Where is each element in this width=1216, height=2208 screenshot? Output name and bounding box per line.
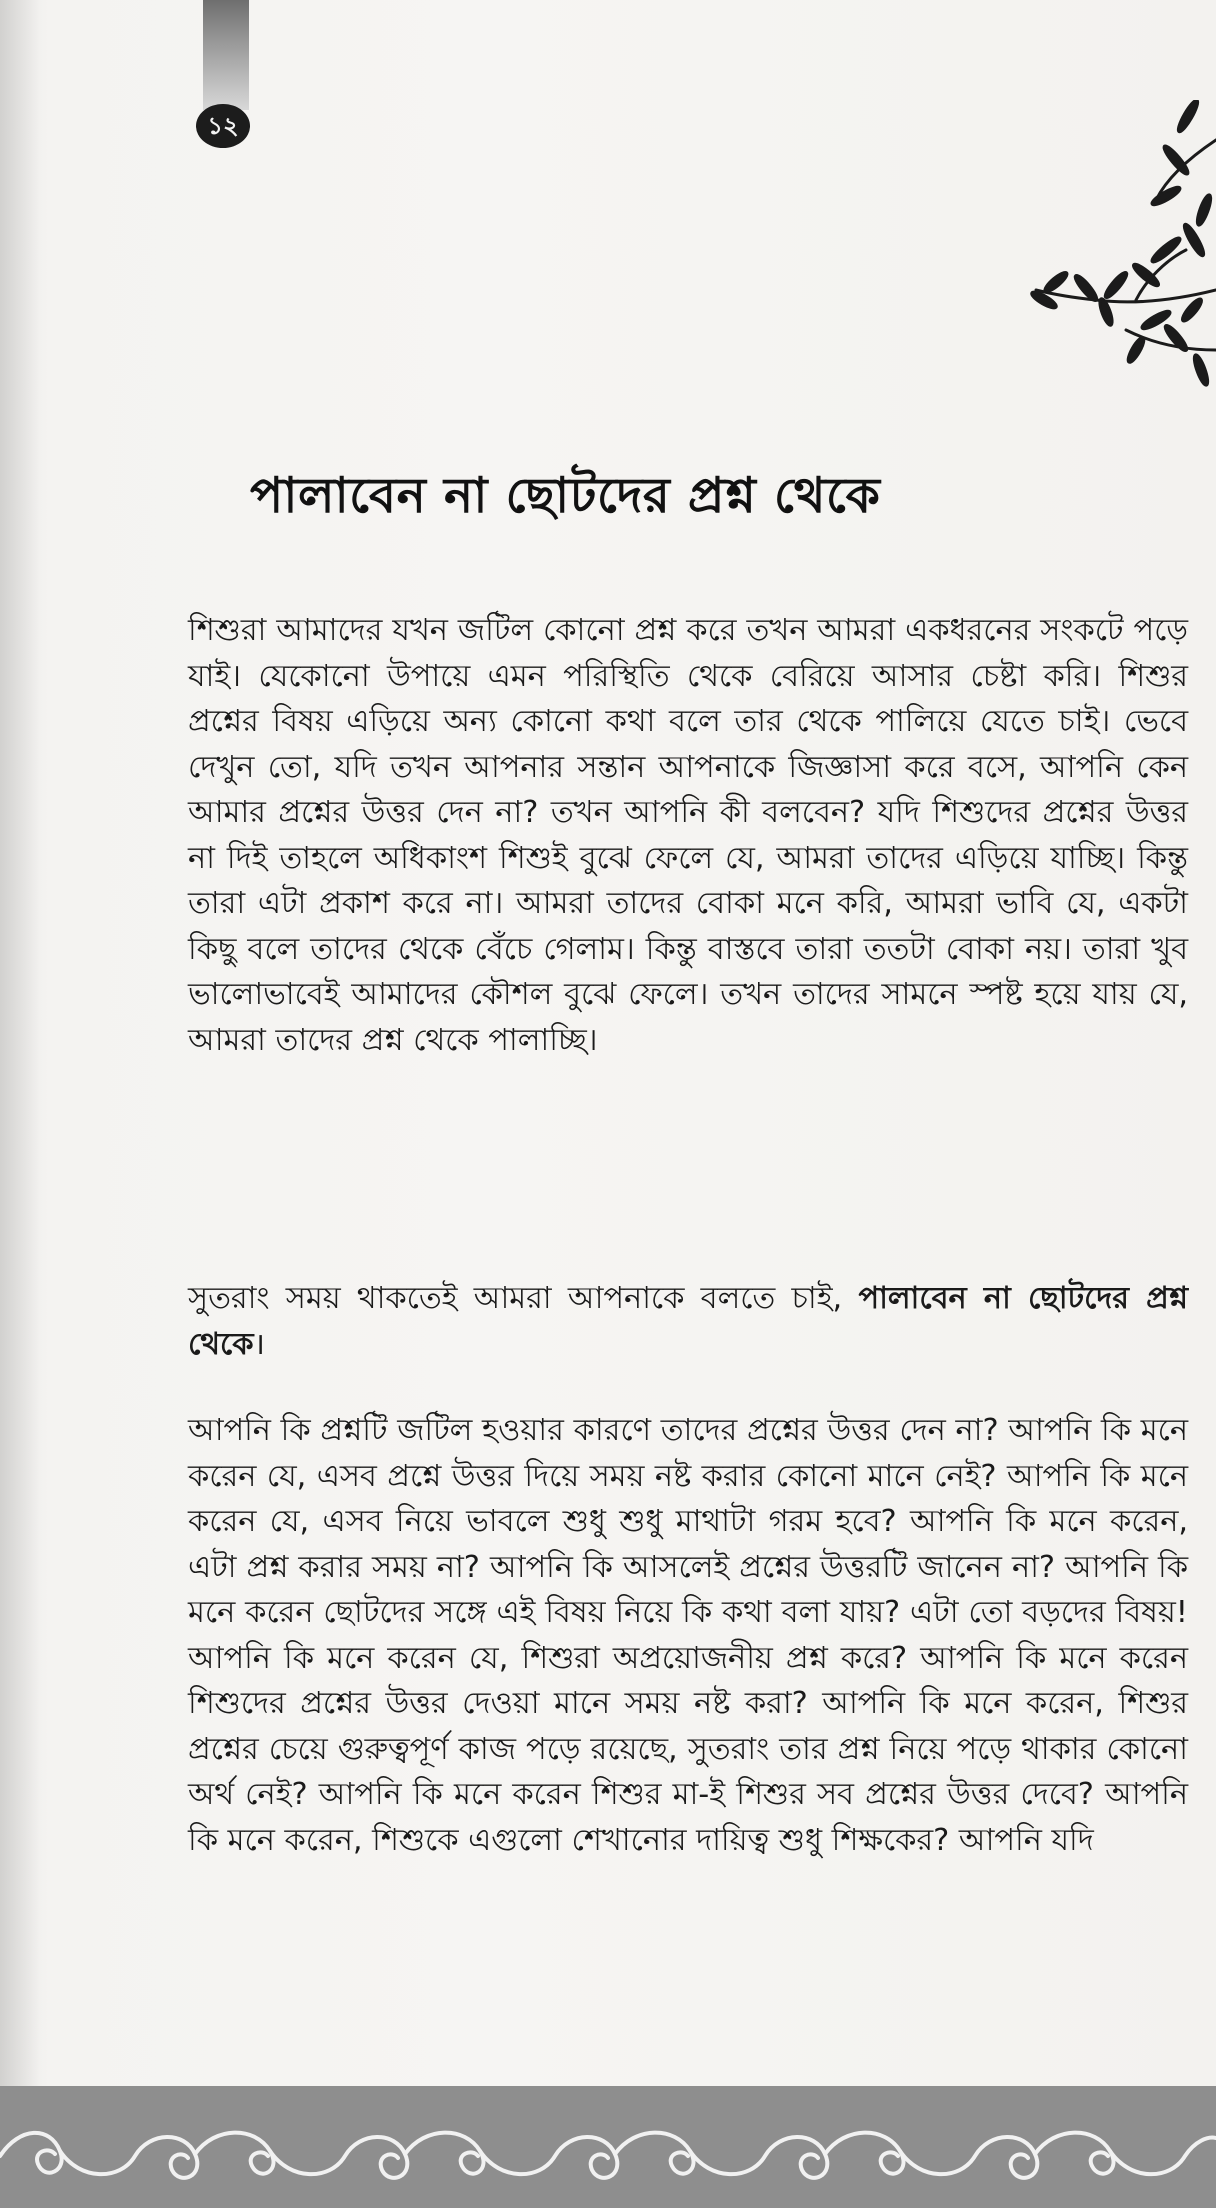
body-paragraph-2 [188, 1276, 1188, 1367]
body-paragraph-3: আপনি কি প্রশ্নটি জটিল হওয়ার কারণে তাদের প্রশ্নের উত্তর দেন না? আপনি কি মনে করেন যে, এসব প্রশ্নে উত্তর দিয়ে সময় নষ্ট করার কোনো মানে নেই? আপনি কি মনে করেন যে, এসব নিয়ে ভাবলে শুধু শুধু মাথাটা গরম হবে? আপনি কি মনে করেন, এটা প্রশ্ন করার সময় না? আপনি কি আসলেই প্রশ্নের উত্তরটি জানেন না? আপনি কি মনে করেন ছোটদের সঙ্গে এই বিষয় নিয়ে কি কথা বলা যায়? এটা তো বড়দের বিষয়! আপনি কি মনে করেন যে, শিশুরা অপ্রয়োজনীয় প্রশ্ন করে? আপনি কি মনে করেন শিশুদের প্রশ্নের উত্তর দেওয়া মানে সময় নষ্ট করা? আপনি কি মনে করেন, শিশুর প্রশ্নের চেয়ে গুরুত্বপূর্ণ কাজ পড়ে রয়েছে, সুতরাং তার প্রশ্ন নিয়ে পড়ে থাকার কোনো অর্থ নেই? আপনি কি মনে করেন শিশুর মা-ই শিশুর সব প্রশ্নের উত্তর দেবে? আপনি কি মনে করেন, শিশুকে এগুলো শেখানোর দায়িত্ব শুধু শিক্ষকের? আপনি যদি [188, 1413, 1188, 1858]
page-number-badge: ১২ [196, 104, 250, 148]
body-paragraph-1: শিশুরা আমাদের যখন জটিল কোনো প্রশ্ন করে তখন আমরা একধরনের সংকটে পড়ে যাই। যেকোনো উপায়ে এমন পরিস্থিতি থেকে বেরিয়ে আসার চেষ্টা করি। শিশুর প্রশ্নের বিষয় এড়িয়ে অন্য কোনো কথা বলে তার থেকে পালিয়ে যেতে চাই। ভেবে দেখুন তো, যদি তখন আপনার সন্তান আপনাকে জিজ্ঞাসা করে বসে, আপনি কেন আমার প্রশ্নের উত্তর দেন না? তখন আপনি কী বলবেন? যদি শিশুদের প্রশ্নের উত্তর না দিই তাহলে অধিকাংশ শিশুই বুঝে ফেলে যে, আমরা তাদের এড়িয়ে যাচ্ছি। কিন্তু তারা এটা প্রকাশ করে না। আমরা তাদের বোকা মনে করি, আমরা ভাবি যে, একটা কিছু বলে তাদের থেকে বেঁচে গেলাম। কিন্তু বাস্তবে তারা ততটা বোকা নয়। তারা খুব ভালোভাবেই আমাদের কৌশল বুঝে ফেলে। তখন তাদের সামনে স্পষ্ট হয়ে যায় যে, আমরা তাদের প্রশ্ন থেকে পালাচ্ছি। [188, 613, 1188, 1058]
paragraph-2-bold-phrase: পালাবেন না ছোটদের প্রশ্ন থেকে [188, 1281, 1188, 1362]
swirl-border-icon [0, 2086, 1216, 2208]
leafy-branch-icon [1016, 100, 1216, 420]
page-edge-tab [203, 0, 249, 110]
paragraph-2-lead: সুতরাং সময় থাকতেই আমরা আপনাকে বলতে চাই, [188, 1281, 859, 1316]
footer-ornament-band [0, 2086, 1216, 2208]
paragraph-2-end: । [253, 1326, 266, 1362]
chapter-title: পালাবেন না ছোটদের প্রশ্ন থেকে [250, 467, 881, 524]
